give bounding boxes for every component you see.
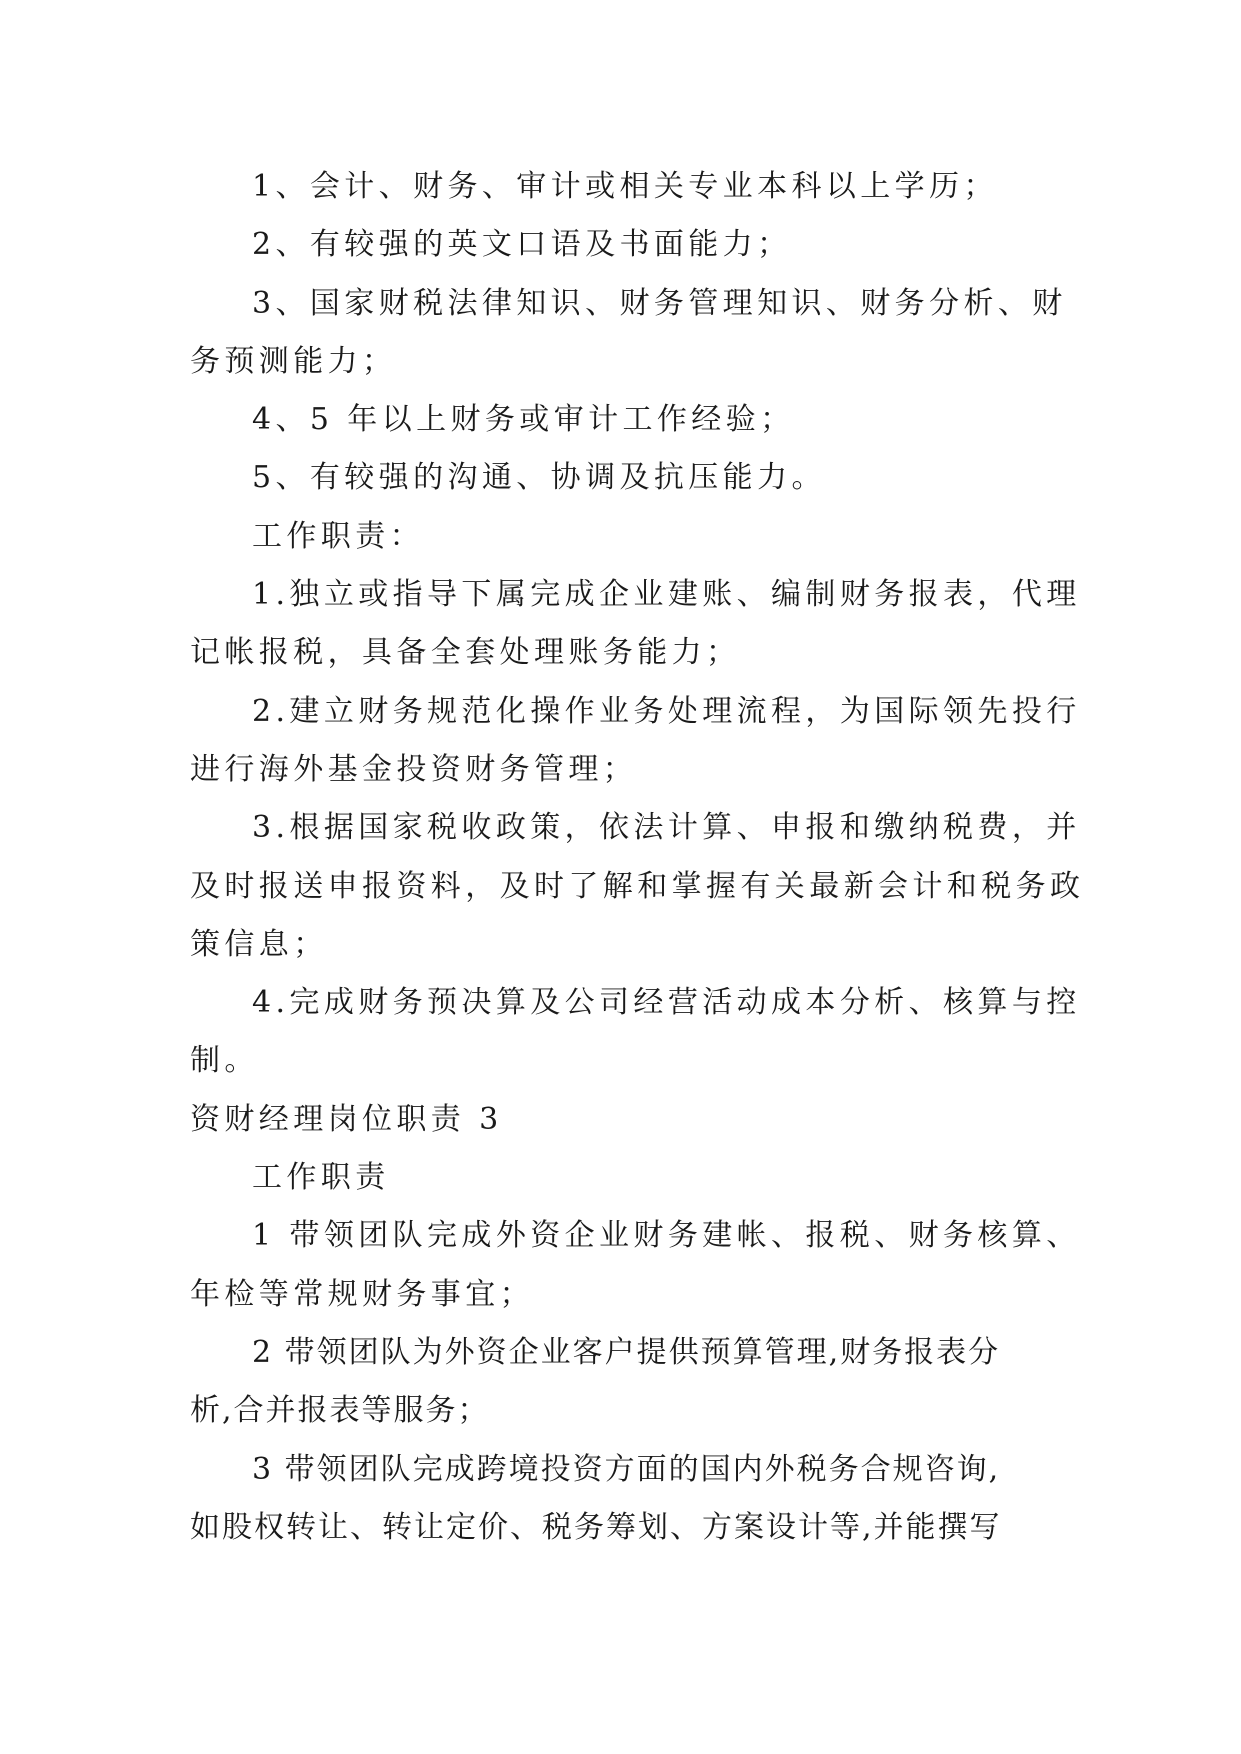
line-21: 2 带领团队为外资企业客户提供预算管理,财务报表分 bbox=[252, 1334, 1001, 1370]
line-15: 4.完成财务预决算及公司经营活动成本分析、核算与控 bbox=[252, 985, 1081, 1021]
line-23: 3 带领团队完成跨境投资方面的国内外税务合规咨询, bbox=[252, 1451, 1001, 1487]
line-2: 2、有较强的英文口语及书面能力； bbox=[252, 227, 792, 263]
line-13: 及时报送申报资料，及时了解和掌握有关最新会计和税务政 bbox=[190, 868, 1085, 904]
line-6: 5、有较强的沟通、协调及抗压能力。 bbox=[252, 460, 826, 496]
line-8: 1.独立或指导下属完成企业建账、编制财务报表，代理 bbox=[252, 577, 1081, 613]
line-12: 3.根据国家税收政策，依法计算、申报和缴纳税费，并 bbox=[252, 810, 1081, 846]
section-title: 资财经理岗位职责 3 bbox=[190, 1101, 503, 1137]
line-19: 1 带领团队完成外资企业财务建帐、报税、财务核算、 bbox=[252, 1218, 1081, 1254]
line-1: 1、会计、财务、审计或相关专业本科以上学历； bbox=[252, 169, 998, 204]
line-4: 务预测能力； bbox=[190, 343, 397, 379]
line-24: 如股权转让、转让定价、税务筹划、方案设计等,并能撰写 bbox=[190, 1509, 1002, 1545]
section-heading-duties: 工作职责： bbox=[252, 518, 424, 554]
line-22: 析,合并报表等服务； bbox=[190, 1393, 490, 1429]
line-5: 4、5 年以上财务或审计工作经验； bbox=[252, 402, 795, 438]
line-3: 3、国家财税法律知识、财务管理知识、财务分析、财 bbox=[252, 285, 1067, 321]
line-9: 记帐报税，具备全套处理账务能力； bbox=[190, 635, 741, 671]
line-14: 策信息； bbox=[190, 926, 328, 962]
line-11: 进行海外基金投资财务管理； bbox=[190, 751, 638, 787]
line-20: 年检等常规财务事宜； bbox=[190, 1276, 534, 1312]
section-heading-duties-2: 工作职责 bbox=[252, 1160, 390, 1196]
line-16: 制。 bbox=[190, 1043, 259, 1079]
document-body bbox=[190, 158, 1085, 1557]
line-10: 2.建立财务规范化操作业务处理流程，为国际领先投行 bbox=[252, 693, 1081, 729]
